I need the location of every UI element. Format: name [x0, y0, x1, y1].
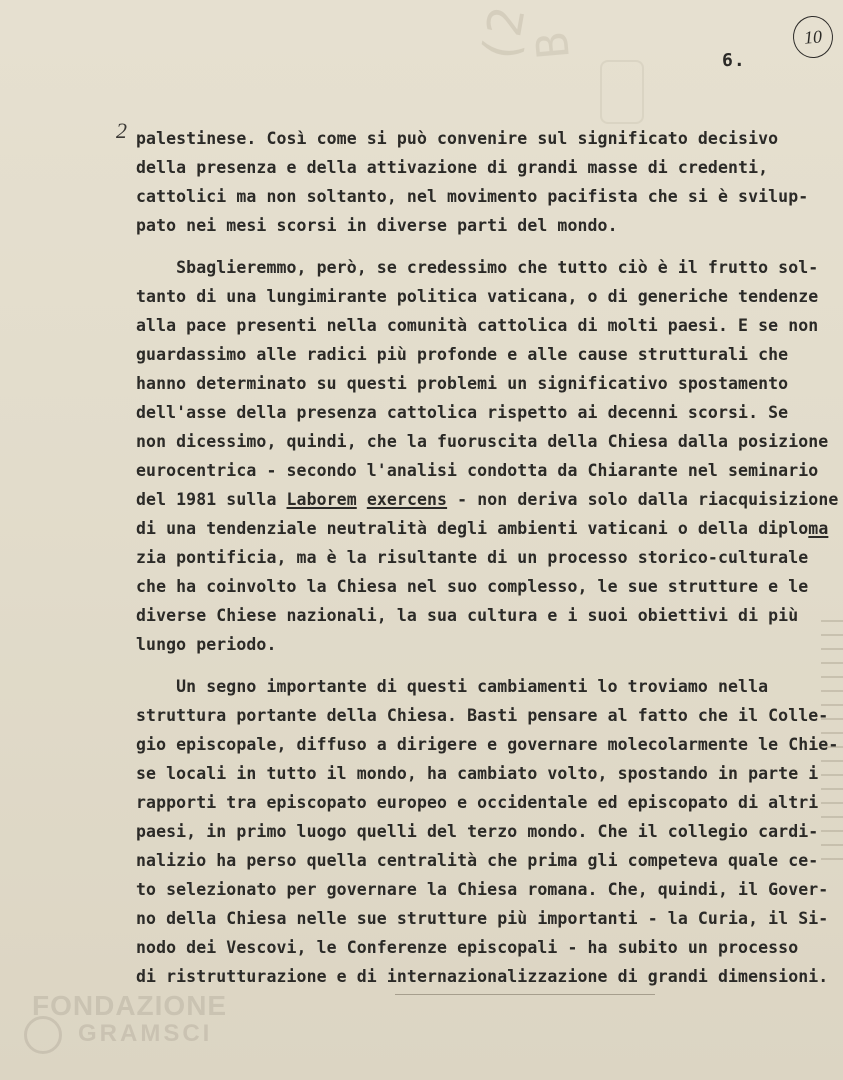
text-line: nodo dei Vescovi, le Conferenze episcopali - ha subito un processo [136, 938, 799, 957]
bleed-through-mark: B [526, 30, 580, 61]
text-line: hanno determinato su questi problemi un significativo spostamento [136, 374, 789, 393]
text-line: paesi, in primo luogo quelli del terzo mondo. Che il collegio cardi- [136, 822, 819, 841]
text-line: cattolici ma non soltanto, nel movimento pacifista che si è svilup- [136, 187, 809, 206]
text-line: di ristrutturazione e di internazionalizzazione di grandi dimensioni. [136, 967, 829, 986]
bleed-through-mark [600, 60, 644, 124]
handwritten-margin-mark: 2 [116, 118, 127, 143]
faint-rule [395, 994, 655, 995]
bleed-through-mark: (2 [471, 2, 537, 70]
text-line: to selezionato per governare la Chiesa romana. Che, quindi, il Gover- [136, 880, 829, 899]
underlined-syllable: ma [808, 519, 829, 538]
text-line: lungo periodo. [136, 635, 277, 654]
text-line: della presenza e della attivazione di grandi masse di credenti, [136, 158, 769, 177]
archive-page-stamp [792, 15, 835, 60]
text-line: tanto di una lungimirante politica vaticana, o di generiche tendenze [136, 287, 819, 306]
text-segment: di una tendenziale neutralità degli ambienti vaticani o della diplo [136, 519, 809, 538]
text-line: rapporti tra episcopato europeo e occidentale ed episcopato di altri [136, 793, 819, 812]
text-line-laborem-exercens [136, 490, 838, 510]
text-line: che ha coinvolto la Chiesa nel suo complesso, le sue strutture e le [136, 577, 809, 596]
text-line: zia pontificia, ma è la risultante di un processo storico-culturale [136, 548, 809, 567]
watermark-text: GRAMSCI [78, 1020, 213, 1047]
text-segment: - non deriva solo dalla riacquisizione [447, 490, 839, 509]
text-line: Un segno importante di questi cambiamenti lo troviamo nella [136, 677, 769, 696]
text-line: palestinese. Così come si può convenire sul significato decisivo [136, 129, 779, 148]
watermark-text: FONDAZIONE [32, 990, 228, 1021]
watermark-logo [18, 990, 228, 1070]
text-line: struttura portante della Chiesa. Basti pensare al fatto che il Colle- [136, 706, 829, 725]
text-line: se locali in tutto il mondo, ha cambiato volto, spostando in parte i [136, 764, 819, 783]
text-line: nalizio ha perso quella centralità che prima gli competeva quale ce- [136, 851, 819, 870]
text-line-diploma [136, 519, 828, 539]
text-line: diverse Chiese nazionali, la sua cultura e i suoi obiettivi di più [136, 606, 799, 625]
text-line: dell'asse della presenza cattolica rispetto ai decenni scorsi. Se [136, 403, 789, 422]
underlined-title: exercens [366, 490, 448, 509]
page-number: 6. [722, 50, 746, 71]
stamp-number: 10 [803, 25, 823, 48]
text-line: alla pace presenti nella comunità cattolica di molti paesi. E se non [136, 316, 819, 335]
text-line: Sbaglieremmo, però, se credessimo che tutto ciò è il frutto sol- [136, 258, 819, 277]
text-line: no della Chiesa nelle sue strutture più importanti - la Curia, il Si- [136, 909, 829, 928]
text-line: eurocentrica - secondo l'analisi condotta da Chiarante nel seminario [136, 461, 819, 480]
text-line: pato nei mesi scorsi in diverse parti del mondo. [136, 216, 618, 235]
text-segment [357, 490, 367, 509]
underlined-title: Laborem [286, 490, 357, 509]
text-line: guardassimo alle radici più profonde e alle cause strutturali che [136, 345, 789, 364]
text-line: gio episcopale, diffuso a dirigere e governare molecolarmente le Chie- [136, 735, 839, 754]
text-line: non dicessimo, quindi, che la fuoruscita della Chiesa dalla posizione [136, 432, 829, 451]
text-segment: del 1981 sulla [136, 490, 287, 509]
